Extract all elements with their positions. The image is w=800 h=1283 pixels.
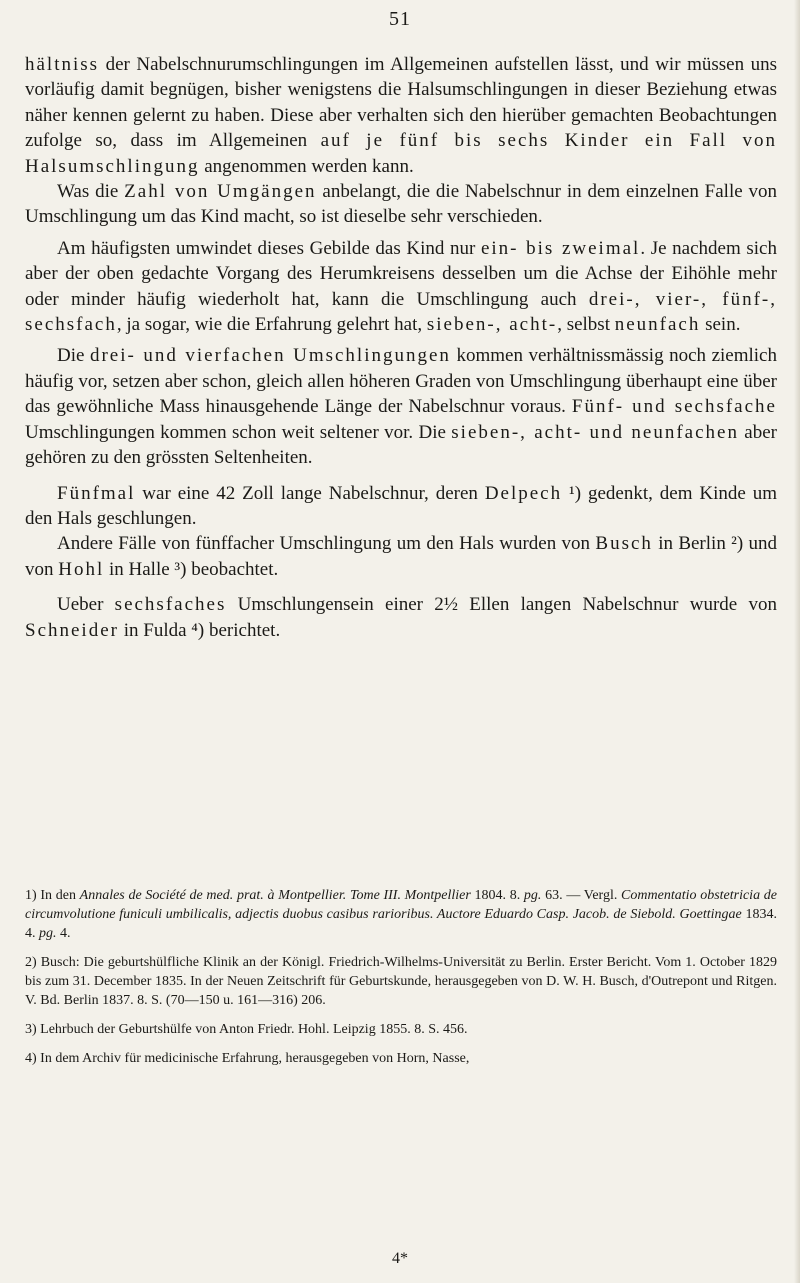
text-run: 1834. 4.: [25, 907, 778, 941]
text-run: 1) In den: [25, 888, 80, 903]
text-run: , selbst: [557, 314, 615, 336]
spaced-text: ein- bis zweimal: [480, 237, 641, 259]
text-run: anbelangt, die die Nabelschnur in dem einzelnen Falle von Umschlingung um das Kind macht, so ist dieselbe sehr verschieden.: [25, 181, 778, 228]
spaced-text: Fünfmal: [57, 482, 136, 504]
text-run: 63. — Vergl.: [541, 888, 622, 903]
text-run: 2) Busch: Die geburtshülfliche Klinik an der Königl. Friedrich-Wilhelms-Universität zu Berlin. Erster Bericht. Vom 1. October 1829 bis zum 31. December 1835. In der Neuen Zeitschrift für Geburtskunde, herausgegeben von D. W. H. Busch, d'Outrepont und Ritgen. V. Bd. Berlin 1837. 8. S. (70—150 u. 161—316) 206.: [25, 955, 777, 1008]
spaced-text: sechsfaches: [114, 594, 227, 616]
page-number: 51: [389, 8, 411, 30]
footnote-3: [25, 1020, 777, 1039]
text-run: , ja sogar, wie die Erfahrung gelehrt hat,: [116, 314, 427, 336]
spaced-text: drei-, vier-, fünf-, sechsfach: [25, 288, 777, 336]
spaced-text: Busch: [595, 533, 653, 555]
italic-text: pg.: [39, 926, 57, 941]
text-run: in Halle ³) beobachtet.: [104, 558, 279, 580]
text-run: angenommen werden kann.: [199, 155, 414, 177]
spaced-text: Fünf- und sechsfache: [571, 396, 777, 418]
footnote-1: [25, 886, 777, 943]
paragraph-7: [25, 592, 777, 643]
footnote-2: [25, 953, 777, 1010]
paragraph-5: [25, 481, 777, 532]
spaced-text: Hohl: [58, 558, 105, 580]
spaced-text: sieben-, acht-: [426, 314, 558, 336]
italic-text: Annales de Société de med. prat. à Montpellier. Tome III. Montpellier: [79, 888, 471, 903]
spaced-text: neunfach: [614, 314, 701, 336]
text-run: aber gehören zu den grössten Seltenheiten.: [25, 421, 777, 469]
text-run: Ueber: [57, 594, 115, 616]
spaced-text: Delpech: [484, 482, 563, 504]
paragraph-3: [25, 236, 777, 338]
text-run: Was die: [57, 181, 125, 203]
paragraph-6: [25, 531, 777, 582]
text-run: 4.: [56, 926, 71, 941]
text-run: Die: [57, 345, 90, 367]
text-run: war eine 42 Zoll lange Nabelschnur, deren: [135, 482, 485, 504]
text-run: ¹) gedenkt, dem Kinde um den Hals geschlungen.: [25, 482, 778, 529]
text-run: . Je nachdem sich aber der oben gedachte Vorgang des Herumkreisens desselben um die Achse der Eihöhle mehr oder minder häufig wiederholt hat, kann die Umschlingung auch: [25, 237, 777, 310]
spaced-text: Schneider: [25, 619, 119, 641]
text-run: Umschlungensein einer 2½ Ellen langen Nabelschnur wurde von: [226, 594, 777, 616]
text-run: in Fulda ⁴) berichtet.: [118, 619, 281, 641]
text-run: Umschlingungen kommen schon weit seltener vor. Die: [25, 421, 452, 443]
spaced-text: drei- und vierfachen Umschlingungen: [89, 345, 451, 367]
spaced-text: hältniss: [25, 54, 100, 75]
footnote-4: [25, 1049, 777, 1068]
text-run: 3) Lehrbuch der Geburtshülfe von Anton Friedr. Hohl. Leipzig 1855. 8. S. 456.: [25, 1022, 468, 1037]
text-run: Am häufigsten umwindet dieses Gebilde das Kind nur: [57, 237, 481, 259]
spaced-text: Zahl von Umgängen: [124, 181, 317, 203]
text-run: in Berlin ²) und von: [25, 533, 778, 580]
footnotes: [25, 886, 777, 1078]
paragraph-4: [25, 343, 777, 470]
page-edge: [794, 0, 800, 1283]
italic-text: Commentatio obstetricia de circumvolutione funiculi umbilicalis, adjectis duobus casibus rarioribus. Auctore Eduardo Casp. Jacob. de Siebold. Goettingae: [25, 888, 777, 922]
italic-text: pg.: [523, 888, 542, 903]
main-text: [25, 52, 777, 643]
text-run: sein.: [700, 314, 741, 336]
text-run: kommen verhältnissmässig noch ziemlich häufig vor, setzen aber schon, gleich allen höheren Graden von Umschlingung überhaupt eine über das gewöhnliche Mass hinausgehende Länge der Nabelschnur voraus.: [25, 345, 777, 418]
text-run: der Nabelschnurumschlingungen im Allgemeinen aufstellen lässt, und wir müssen uns vorläufig damit begnügen, bisher wenigstens die Halsumschlingungen in dieser Beziehung etwas näher kennen gelernt zu haben. Diese aber verhalten sich den hierüber gemachten Beobachtungen zufolge so, dass im Allgemeinen: [25, 54, 777, 152]
spaced-text: auf je fünf bis sechs Kinder ein Fall von Halsumschlingung: [25, 130, 778, 177]
spaced-text: sieben-, acht- und neunfachen: [451, 421, 739, 443]
paragraph-2: [25, 179, 777, 230]
text-run: 4) In dem Archiv für medicinische Erfahrung, herausgegeben von Horn, Nasse,: [25, 1051, 470, 1066]
signature-mark: 4*: [392, 1250, 408, 1267]
paragraph-1: [25, 52, 777, 179]
text-run: 1804. 8.: [470, 888, 524, 903]
text-run: Andere Fälle von fünffacher Umschlingung um den Hals wurden von: [57, 533, 596, 555]
